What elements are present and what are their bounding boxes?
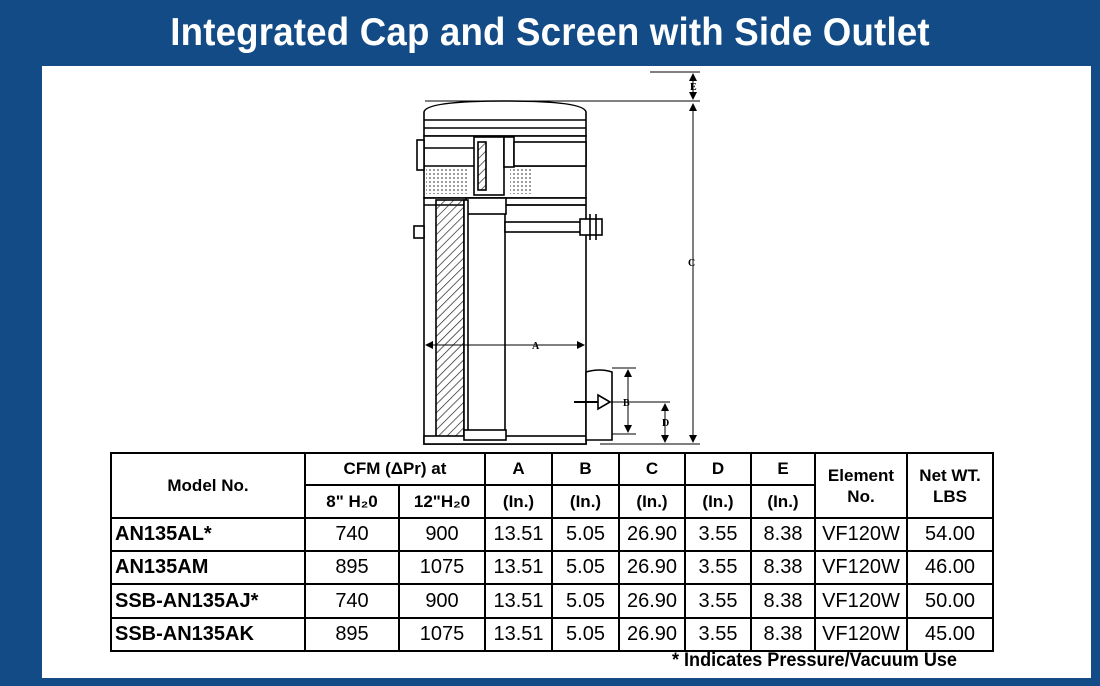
cell-net-wt: 50.00 — [907, 584, 993, 618]
cell-e: 8.38 — [751, 518, 815, 551]
header-a: A — [485, 453, 552, 485]
cell-cfm12: 1075 — [399, 618, 485, 651]
cell-c: 26.90 — [619, 518, 685, 551]
table-row — [111, 618, 993, 651]
dimension-label-a: A — [532, 341, 540, 352]
cell-element: VF120W — [815, 584, 907, 618]
table-row — [111, 584, 993, 618]
cell-cfm12: 1075 — [399, 551, 485, 584]
cell-c: 26.90 — [619, 551, 685, 584]
header-e: E — [751, 453, 815, 485]
cell-d: 3.55 — [685, 618, 751, 651]
cell-net-wt: 54.00 — [907, 518, 993, 551]
header-unit-e: (In.) — [751, 485, 815, 518]
cell-a: 13.51 — [485, 584, 552, 618]
dimension-label-d: D — [662, 418, 670, 429]
cell-cfm8: 740 — [305, 584, 399, 618]
page-title: Integrated Cap and Screen with Side Outlet — [170, 11, 930, 54]
cell-model: AN135AM — [111, 551, 305, 584]
header-unit-a: (In.) — [485, 485, 552, 518]
cell-cfm8: 895 — [305, 551, 399, 584]
header-element: Element No. — [815, 453, 907, 518]
cell-cfm8: 740 — [305, 518, 399, 551]
header-unit-d: (In.) — [685, 485, 751, 518]
cell-net-wt: 45.00 — [907, 618, 993, 651]
spec-table — [110, 452, 994, 652]
cell-net-wt: 46.00 — [907, 551, 993, 584]
header-c: C — [619, 453, 685, 485]
dimension-label-b: B — [623, 398, 630, 409]
cell-a: 13.51 — [485, 551, 552, 584]
header-net-wt: Net WT. LBS — [907, 453, 993, 518]
cell-e: 8.38 — [751, 618, 815, 651]
cell-a: 13.51 — [485, 518, 552, 551]
table-row — [111, 518, 993, 551]
cell-cfm12: 900 — [399, 518, 485, 551]
cell-e: 8.38 — [751, 551, 815, 584]
cell-b: 5.05 — [552, 518, 619, 551]
cell-model: AN135AL* — [111, 518, 305, 551]
cell-d: 3.55 — [685, 518, 751, 551]
cell-model: SSB-AN135AJ* — [111, 584, 305, 618]
dimension-label-e: E — [690, 82, 697, 93]
cell-element: VF120W — [815, 618, 907, 651]
cell-b: 5.05 — [552, 584, 619, 618]
cell-element: VF120W — [815, 551, 907, 584]
filter-housing — [414, 101, 612, 444]
cell-c: 26.90 — [619, 618, 685, 651]
cell-element: VF120W — [815, 518, 907, 551]
header-cfm: CFM (ΔPr) at — [305, 453, 485, 485]
cell-b: 5.05 — [552, 618, 619, 651]
header-unit-c: (In.) — [619, 485, 685, 518]
cell-d: 3.55 — [685, 584, 751, 618]
cell-model: SSB-AN135AK — [111, 618, 305, 651]
cell-c: 26.90 — [619, 584, 685, 618]
header-unit-b: (In.) — [552, 485, 619, 518]
header-d: D — [685, 453, 751, 485]
header-cfm-8: 8" H₂0 — [305, 485, 399, 518]
cell-e: 8.38 — [751, 584, 815, 618]
header-b: B — [552, 453, 619, 485]
table-row — [111, 551, 993, 584]
footnote: * Indicates Pressure/Vacuum Use — [672, 650, 957, 671]
cell-cfm12: 900 — [399, 584, 485, 618]
cell-b: 5.05 — [552, 551, 619, 584]
header-model: Model No. — [111, 453, 305, 518]
cell-cfm8: 895 — [305, 618, 399, 651]
cell-a: 13.51 — [485, 618, 552, 651]
header-cfm-12: 12"H₂0 — [399, 485, 485, 518]
dimension-label-c: C — [688, 258, 696, 269]
cell-d: 3.55 — [685, 551, 751, 584]
